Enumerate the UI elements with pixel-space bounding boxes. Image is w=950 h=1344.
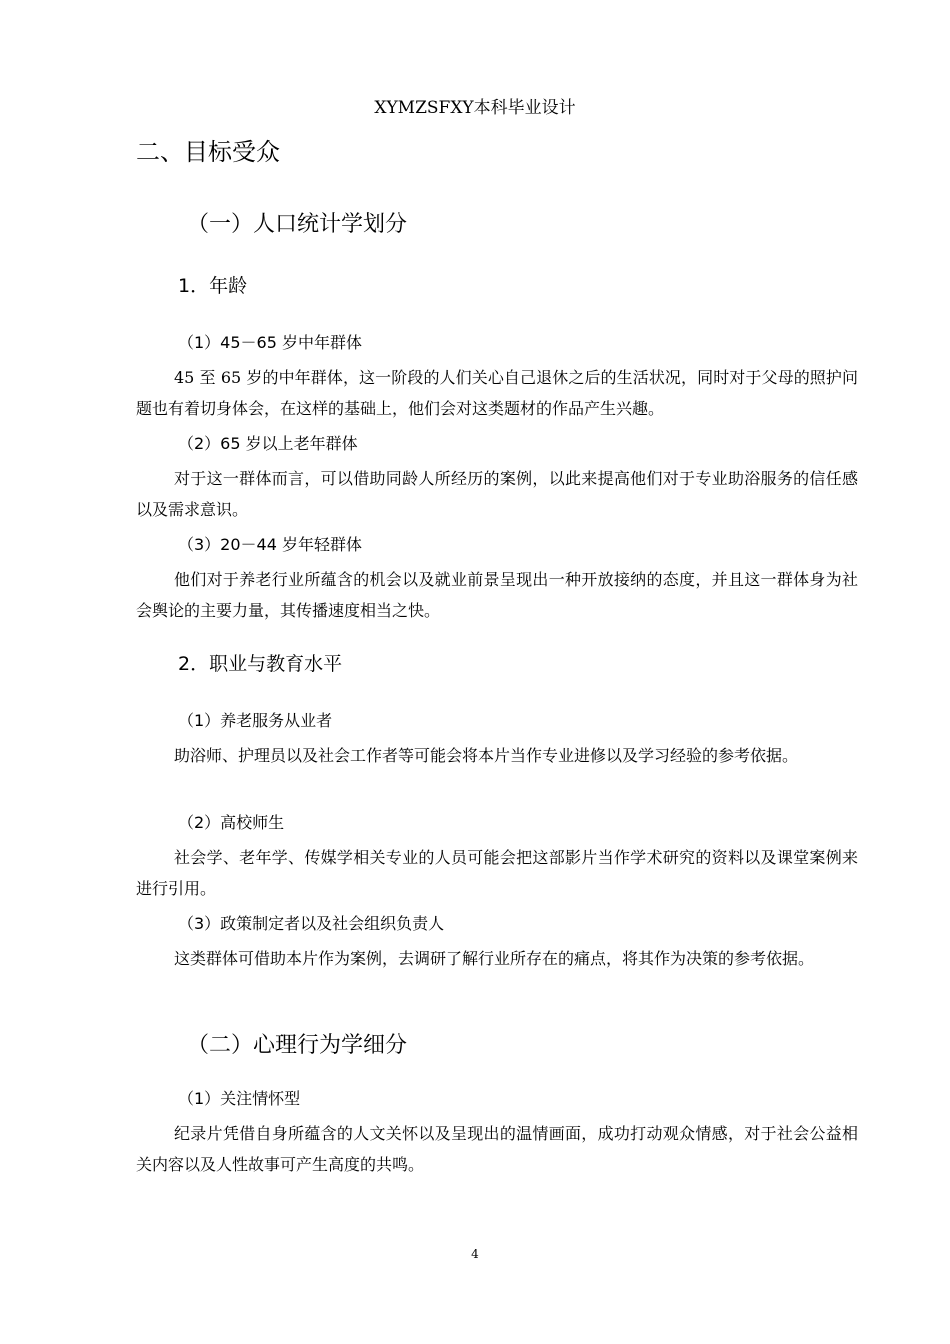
paragraph: 社会学、老年学、传媒学相关专业的人员可能会把这部影片当作学术研究的资料以及课堂案例来进行引用。 bbox=[136, 848, 858, 898]
subsection-title-demographics: （一）人口统计学划分 bbox=[187, 212, 408, 237]
paragraph: 这类群体可借助本片作为案例，去调研了解行业所存在的痛点，将其作为决策的参考依据。 bbox=[174, 949, 815, 968]
group-heading: （3）政策制定者以及社会组织负责人 bbox=[178, 914, 445, 933]
subsection-title-psychographic: （二）心理行为学细分 bbox=[187, 1033, 408, 1058]
heading-age: 1．年龄 bbox=[178, 275, 248, 297]
page-number: 4 bbox=[471, 1247, 479, 1261]
paragraph: 45 至 65 岁的中年群体，这一阶段的人们关心自己退休之后的生活状况，同时对于父母的照护问题也有着切身体会，在这样的基础上，他们会对这类题材的作品产生兴趣。 bbox=[136, 368, 858, 418]
paragraph: 对于这一群体而言，可以借助同龄人所经历的案例，以此来提高他们对于专业助浴服务的信任感以及需求意识。 bbox=[136, 469, 858, 519]
group-heading: （2）高校师生 bbox=[178, 813, 285, 832]
paragraph: 助浴师、护理员以及社会工作者等可能会将本片当作专业进修以及学习经验的参考依据。 bbox=[174, 746, 799, 765]
paragraph: 他们对于养老行业所蕴含的机会以及就业前景呈现出一种开放接纳的态度，并且这一群体身为社会舆论的主要力量，其传播速度相当之快。 bbox=[136, 570, 858, 620]
group-heading: （3）20－44 岁年轻群体 bbox=[178, 535, 362, 554]
group-heading: （1）45－65 岁中年群体 bbox=[178, 333, 362, 352]
section-title: 二、目标受众 bbox=[136, 138, 280, 166]
paragraph: 纪录片凭借自身所蕴含的人文关怀以及呈现出的温情画面，成功打动观众情感，对于社会公益相关内容以及人性故事可产生高度的共鸣。 bbox=[136, 1124, 858, 1174]
group-heading: （2）65 岁以上老年群体 bbox=[178, 434, 358, 453]
group-heading: （1）养老服务从业者 bbox=[178, 711, 333, 730]
heading-occupation: 2．职业与教育水平 bbox=[178, 653, 343, 675]
group-heading: （1）关注情怀型 bbox=[178, 1089, 301, 1108]
page-header: XYMZSFXY本科毕业设计 bbox=[374, 98, 576, 118]
